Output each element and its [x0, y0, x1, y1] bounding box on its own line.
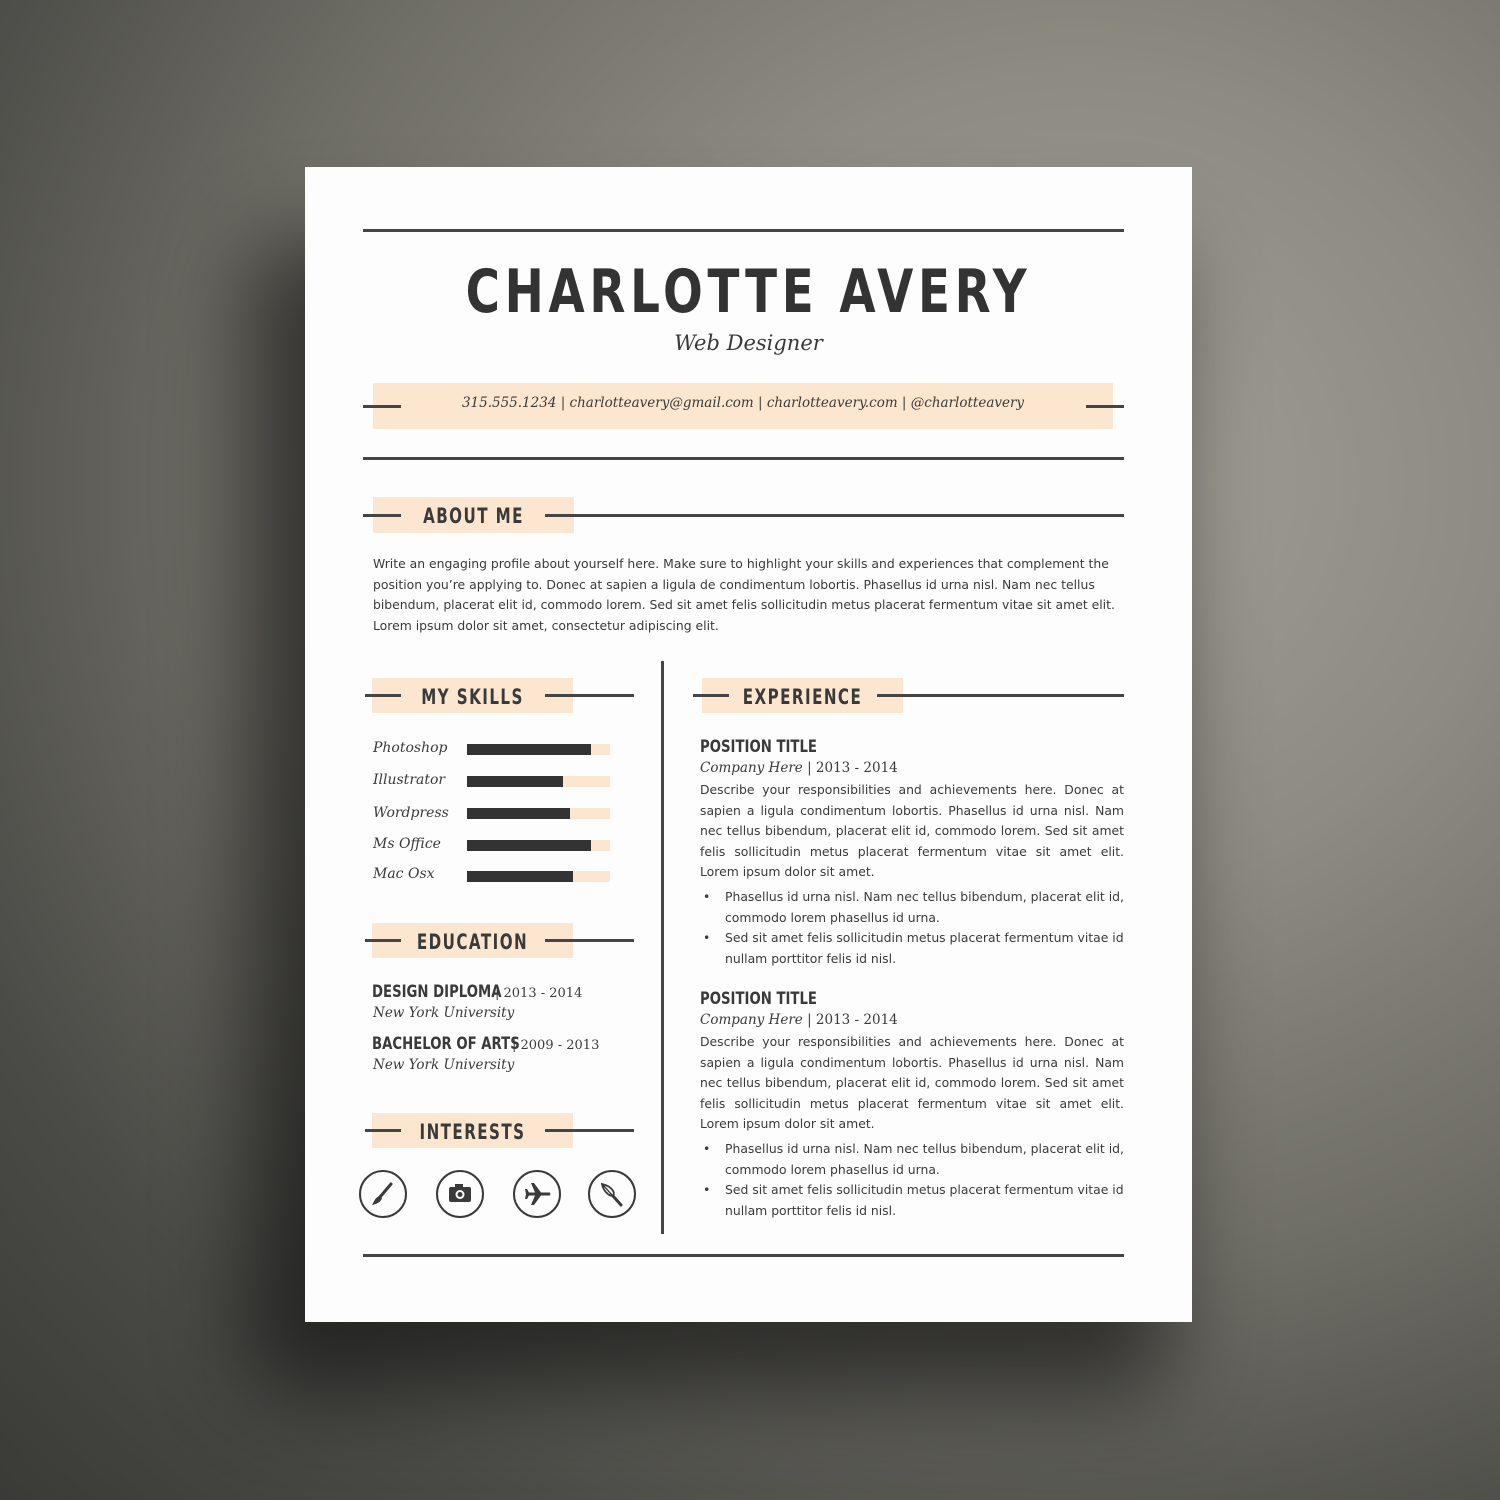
column-divider — [661, 661, 664, 1234]
bullet-item: • Phasellus id urna nisl. Nam nec tellus bibendum, placerat elit id, commodo lorem phasellus id urna. — [700, 1139, 1130, 1180]
skills-rule-left — [365, 694, 401, 697]
whisk-icon — [588, 1170, 636, 1218]
about-rule-right — [545, 514, 1124, 517]
company-name: Company Here — [700, 760, 803, 776]
experience-heading: EXPERIENCE — [742, 685, 863, 709]
skill-bar — [467, 840, 610, 851]
interests-rule-left — [365, 1129, 401, 1132]
about-rule-left — [363, 514, 401, 517]
airplane-icon — [513, 1170, 561, 1218]
resume-page — [305, 167, 1192, 1322]
resume-role: Web Designer — [674, 331, 823, 355]
top-rule — [363, 229, 1124, 232]
company-years: | 2013 - 2014 — [802, 1012, 898, 1028]
education-title: DESIGN DIPLOMA — [372, 982, 502, 1002]
position-bullets — [700, 1139, 1130, 1221]
contact-line: 315.555.1234 | charlotteavery@gmail.com | charlotteavery.com | @charlotteavery — [461, 395, 1025, 411]
education-years: | 2009 - 2013 — [512, 1038, 600, 1053]
company-years: | 2013 - 2014 — [802, 760, 898, 776]
skill-bar — [467, 744, 610, 755]
education-rule-left — [365, 939, 401, 942]
skill-label: Photoshop — [373, 740, 448, 756]
skill-bar-fill — [467, 744, 591, 755]
company-name: Company Here — [700, 1012, 803, 1028]
bullet-item: • Sed sit amet felis sollicitudin metus placerat fermentum vitae id nullam porttitor felis id nisl. — [700, 1180, 1130, 1221]
skill-label: Ms Office — [373, 836, 441, 852]
skill-bar — [467, 776, 610, 787]
education-years: | 2013 - 2014 — [495, 986, 583, 1001]
position-description: Describe your responsibilities and achievements here. Donec at sapien a ligula condimentum lobortis. Phasellus id urna nisl. Nam nec tellus bibendum, placerat elit id, commodo lorem. Sed sit amet felis sollicitudin metus placerat fermentum vitae sit amet elit. Lorem ipsum dolor sit amet. — [700, 782, 1124, 879]
skill-label: Illustrator — [373, 772, 446, 788]
company-line — [700, 1012, 898, 1028]
header-bottom-rule — [363, 457, 1124, 460]
skill-bar — [467, 871, 610, 882]
education-school: New York University — [373, 1057, 515, 1073]
skill-label: Wordpress — [373, 805, 449, 821]
skill-bar-fill — [467, 840, 591, 851]
position-title: POSITION TITLE — [700, 737, 817, 757]
skills-heading: MY SKILLS — [421, 685, 524, 709]
skills-rule-right — [545, 694, 634, 697]
resume-name: CHARLOTTE AVERY — [465, 257, 1032, 327]
bottom-rule — [363, 1254, 1124, 1257]
experience-rule-left — [693, 694, 729, 697]
about-heading: ABOUT ME — [423, 504, 524, 528]
skill-bar — [467, 808, 610, 819]
bullet-item: • Phasellus id urna nisl. Nam nec tellus bibendum, placerat elit id, commodo lorem phasellus id urna. — [700, 887, 1130, 928]
camera-icon — [436, 1170, 484, 1218]
skill-bar-fill — [467, 808, 570, 819]
experience-rule-right — [877, 694, 1124, 697]
education-school: New York University — [373, 1005, 515, 1021]
skill-label: Mac Osx — [373, 866, 435, 882]
paintbrush-icon — [359, 1170, 407, 1218]
position-bullets — [700, 887, 1130, 969]
position-description: Describe your responsibilities and achievements here. Donec at sapien a ligula condimentum lobortis. Phasellus id urna nisl. Nam nec tellus bibendum, placerat elit id, commodo lorem. Sed sit amet felis sollicitudin metus placerat fermentum vitae sit amet elit. Lorem ipsum dolor sit amet. — [700, 1034, 1124, 1131]
interests-rule-right — [545, 1129, 634, 1132]
position-title: POSITION TITLE — [700, 989, 817, 1009]
interests-heading: INTERESTS — [419, 1120, 526, 1144]
bullet-item: • Sed sit amet felis sollicitudin metus placerat fermentum vitae id nullam porttitor felis id nisl. — [700, 928, 1130, 969]
about-text: Write an engaging profile about yourself here. Make sure to highlight your skills and experiences that complement the position you’re applying to. Donec at sapien a ligula de condimentum lobortis. Phasellus id urna nisl. Nam nec tellus bibendum, placerat elit id, commodo lorem. Sed sit amet felis sollicitudin metus placerat fermentum vitae sit amet elit. Lorem ipsum dolor sit amet, consectetur adipiscing elit. — [373, 556, 1115, 633]
education-heading: EDUCATION — [416, 930, 529, 954]
skill-bar-fill — [467, 871, 573, 882]
company-line — [700, 760, 898, 776]
education-rule-right — [545, 939, 634, 942]
education-title: BACHELOR OF ARTS — [372, 1034, 520, 1054]
skill-bar-fill — [467, 776, 563, 787]
